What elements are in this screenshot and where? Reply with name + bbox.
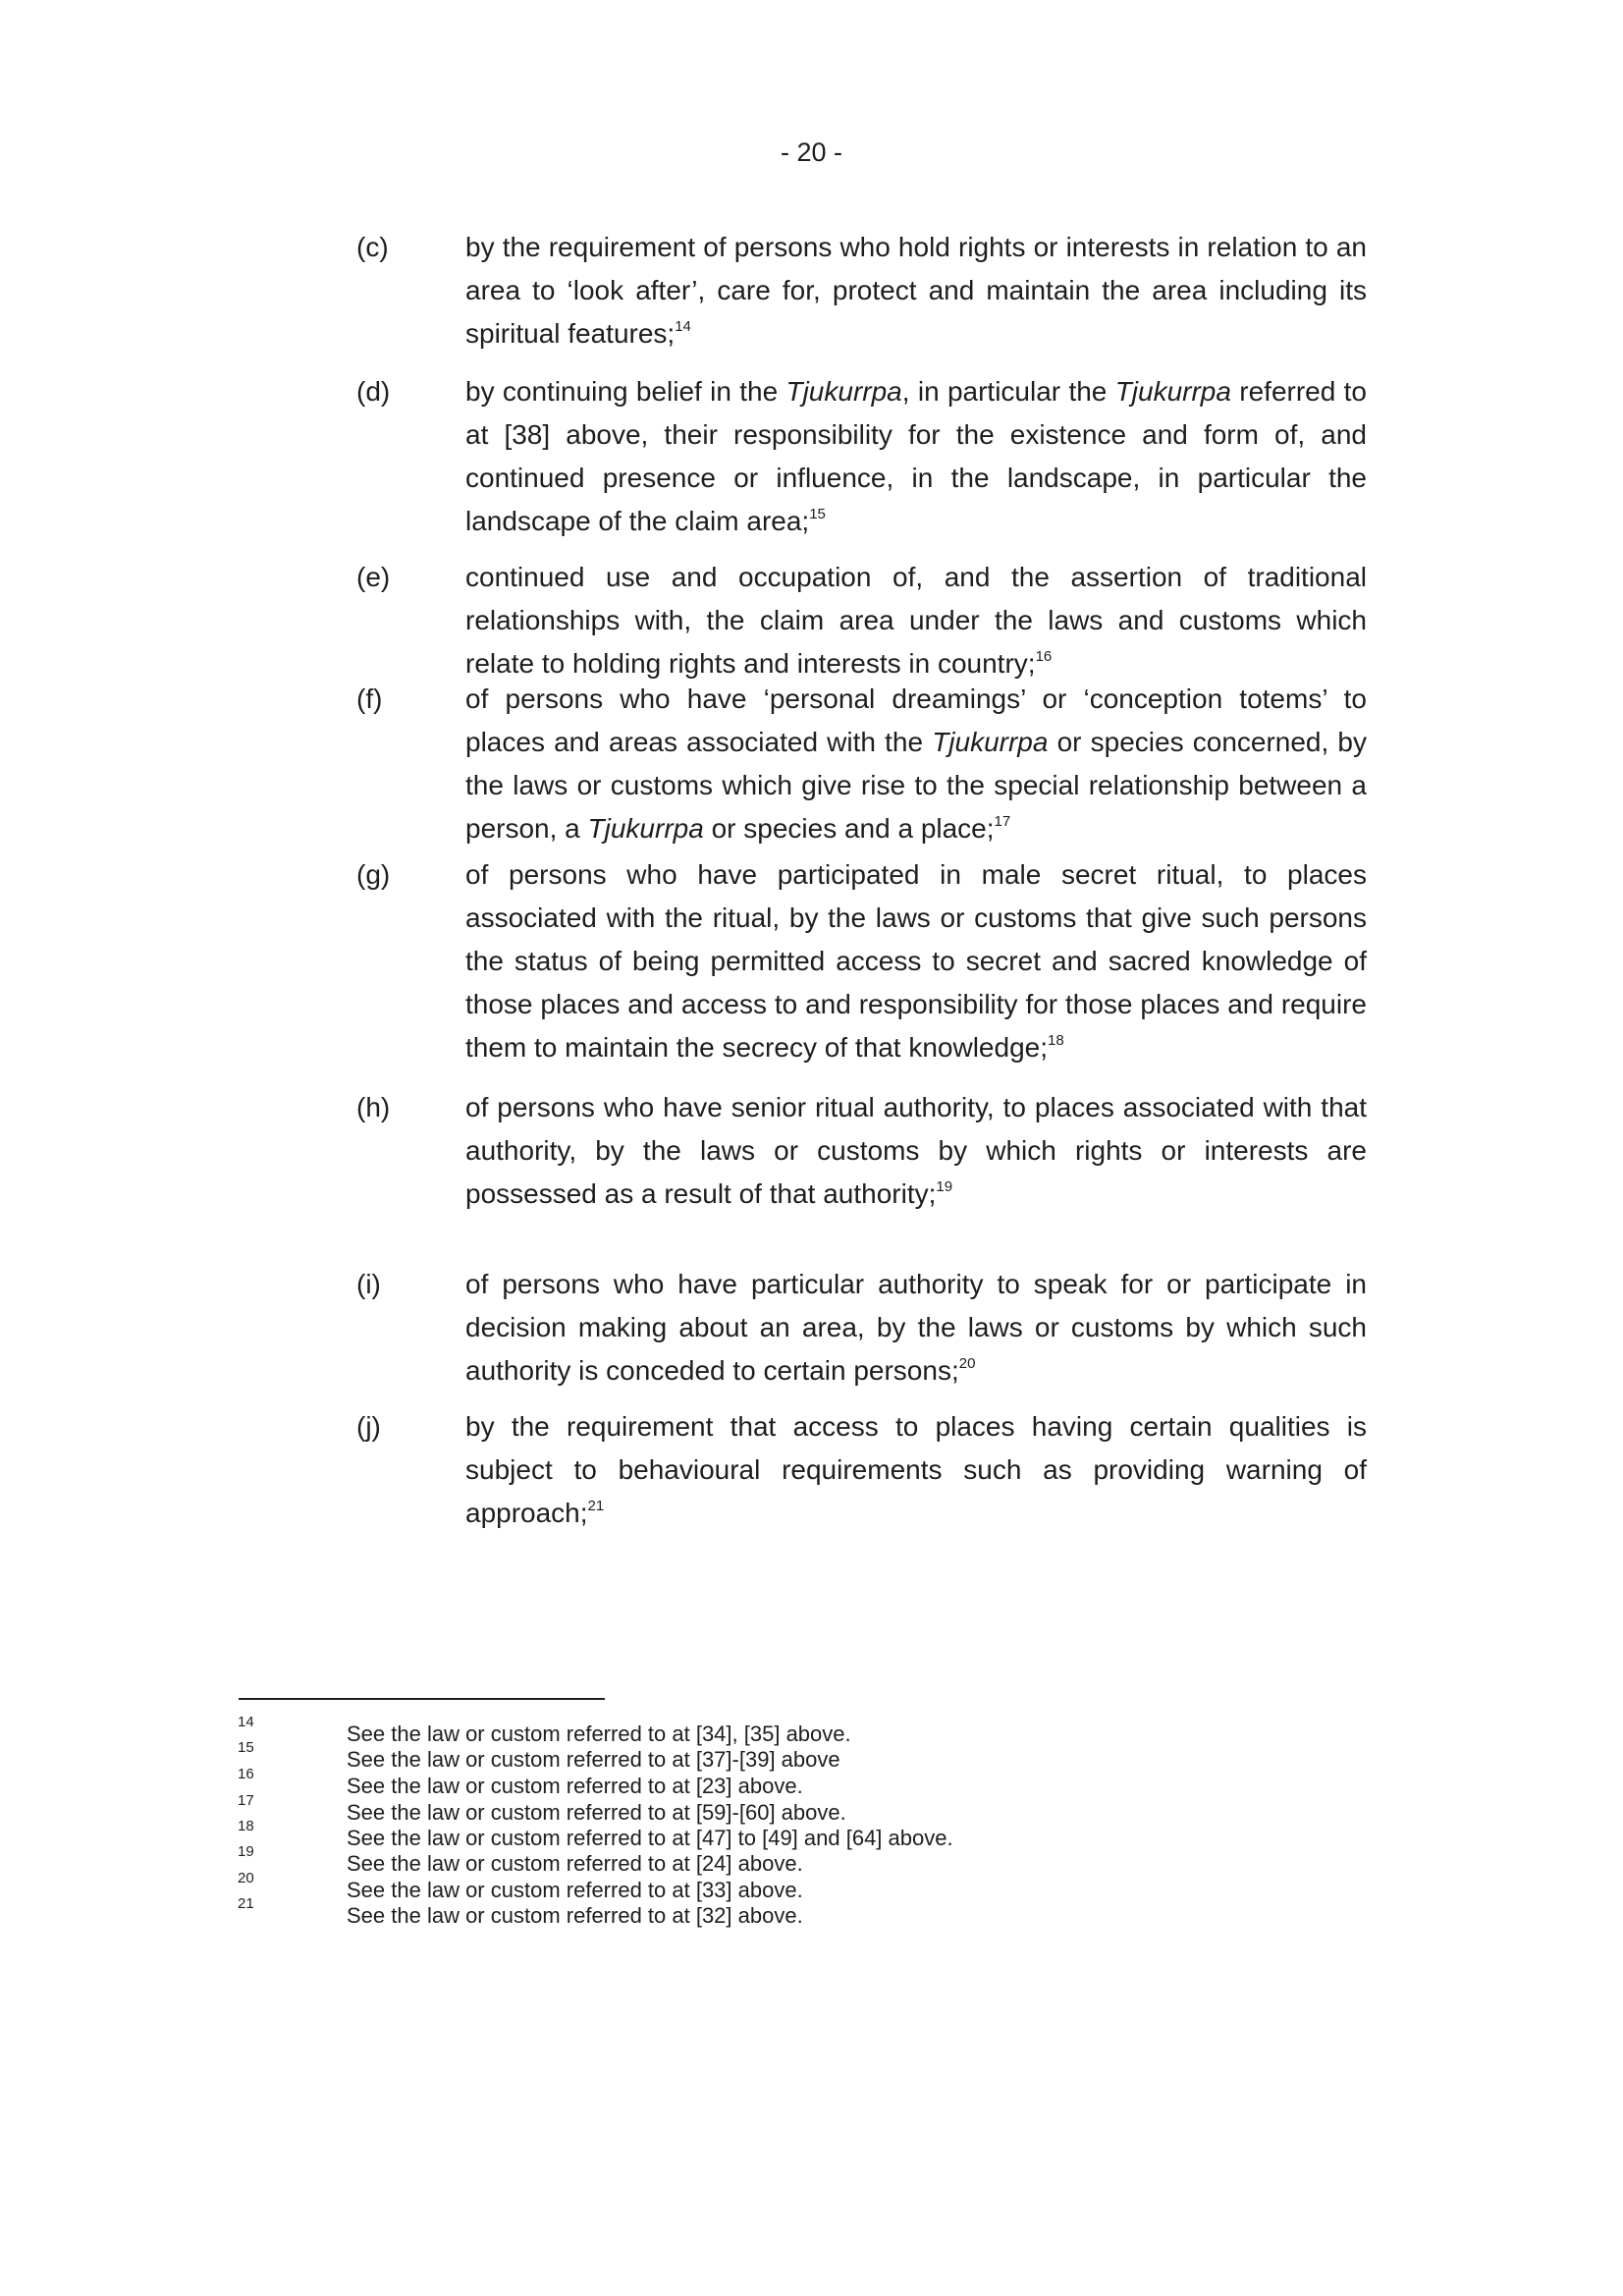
item-text: [465, 1405, 1367, 1535]
text-run: of persons who have participated in male secret ritual, to places associated with the ritual, by the laws or customs that give such persons the status of being permitted access to secret and sacred knowledge of those places and access to and responsibility for those places and require them to maintain the secrecy of that knowledge;: [465, 859, 1367, 1063]
footnote-reference: 19: [936, 1177, 953, 1195]
item-label: (d): [356, 376, 391, 407]
item-label: (i): [356, 1269, 381, 1299]
footnote-reference: 21: [587, 1497, 605, 1514]
footnote-reference: 15: [809, 505, 826, 522]
item-label: (g): [356, 859, 391, 890]
footnote-text: See the law or custom referred to at [47] to [49] and [64] above.: [347, 1826, 953, 1850]
footnote-number: 16: [238, 1766, 254, 1782]
item-label: (f): [356, 683, 383, 714]
footnote-separator: [239, 1698, 605, 1700]
item-label: (e): [356, 562, 391, 592]
footnote-text: See the law or custom referred to at [59]-[60] above.: [347, 1800, 846, 1825]
footnote-reference: 14: [675, 317, 691, 335]
footnote-number: 14: [238, 1714, 254, 1730]
item-text: [465, 1263, 1367, 1393]
footnote-reference: 18: [1048, 1031, 1064, 1049]
text-run: or species and a place;: [703, 813, 995, 844]
footnote-text: See the law or custom referred to at [37]-[39] above: [347, 1747, 840, 1772]
item-text: [465, 1086, 1367, 1216]
text-run: referred to at [38] above, their responsibility for the existence and form of, and continued presence or influence, in the landscape, in particular the landscape of the claim area;: [465, 376, 1367, 536]
footnote-number: 20: [238, 1870, 254, 1886]
footnote-text: See the law or custom referred to at [32] above.: [347, 1903, 803, 1928]
footnote-number: 21: [238, 1895, 254, 1912]
text-run: of persons who have particular authority to speak for or participate in decision making about an area, by the laws or customs by which such authority is conceded to certain persons;: [465, 1269, 1367, 1386]
italic-term: Tjukurrpa: [1114, 376, 1231, 407]
footnote-reference: 20: [958, 1354, 976, 1372]
text-run: , in particular the: [901, 376, 1115, 407]
item-label: (h): [356, 1092, 391, 1122]
text-run: or species concerned, by the laws or customs which give rise to the special relationship between a person, a: [465, 727, 1368, 844]
footnote-number: 19: [238, 1843, 254, 1860]
item-text: [465, 853, 1367, 1069]
item-text: [465, 370, 1367, 543]
italic-term: Tjukurrpa: [785, 376, 902, 407]
text-run: of persons who have ‘personal dreamings’ or ‘conception totems’ to places and areas associated with the: [465, 683, 1367, 757]
item-label: (j): [356, 1411, 381, 1442]
footnote-reference: 17: [994, 812, 1011, 830]
footnote-text: See the law or custom referred to at [34], [35] above.: [347, 1722, 851, 1746]
footnote-reference: 16: [1035, 647, 1053, 665]
footnote-number: 17: [238, 1792, 254, 1809]
footnote-text: See the law or custom referred to at [23] above.: [347, 1774, 803, 1798]
footnote-text: See the law or custom referred to at [33] above.: [347, 1878, 803, 1902]
italic-term: Tjukurrpa: [587, 813, 704, 844]
text-run: of persons who have senior ritual authority, to places associated with that authority, by the laws or customs by which rights or interests are possessed as a result of that authority;: [465, 1092, 1367, 1209]
text-run: by continuing belief in the: [465, 376, 786, 407]
footnote: [0, 1895, 1623, 1935]
footnote-number: 18: [238, 1818, 254, 1834]
page-number: - 20 -: [780, 137, 843, 167]
item-label: (c): [356, 232, 389, 262]
text-run: by the requirement of persons who hold rights or interests in relation to an area to ‘look after’, care for, protect and maintain the area including its spiritual features;: [465, 232, 1367, 349]
text-run: by the requirement that access to places having certain qualities is subject to behavioural requirements such as providing warning of approach;: [465, 1411, 1367, 1528]
item-text: [465, 226, 1367, 355]
item-text: [465, 678, 1367, 850]
text-run: continued use and occupation of, and the assertion of traditional relationships with, the claim area under the laws and customs which relate to holding rights and interests in country;: [465, 562, 1367, 679]
italic-term: Tjukurrpa: [932, 727, 1049, 757]
footnote-number: 15: [238, 1739, 254, 1756]
item-text: [465, 556, 1367, 685]
footnote-text: See the law or custom referred to at [24] above.: [347, 1851, 803, 1876]
